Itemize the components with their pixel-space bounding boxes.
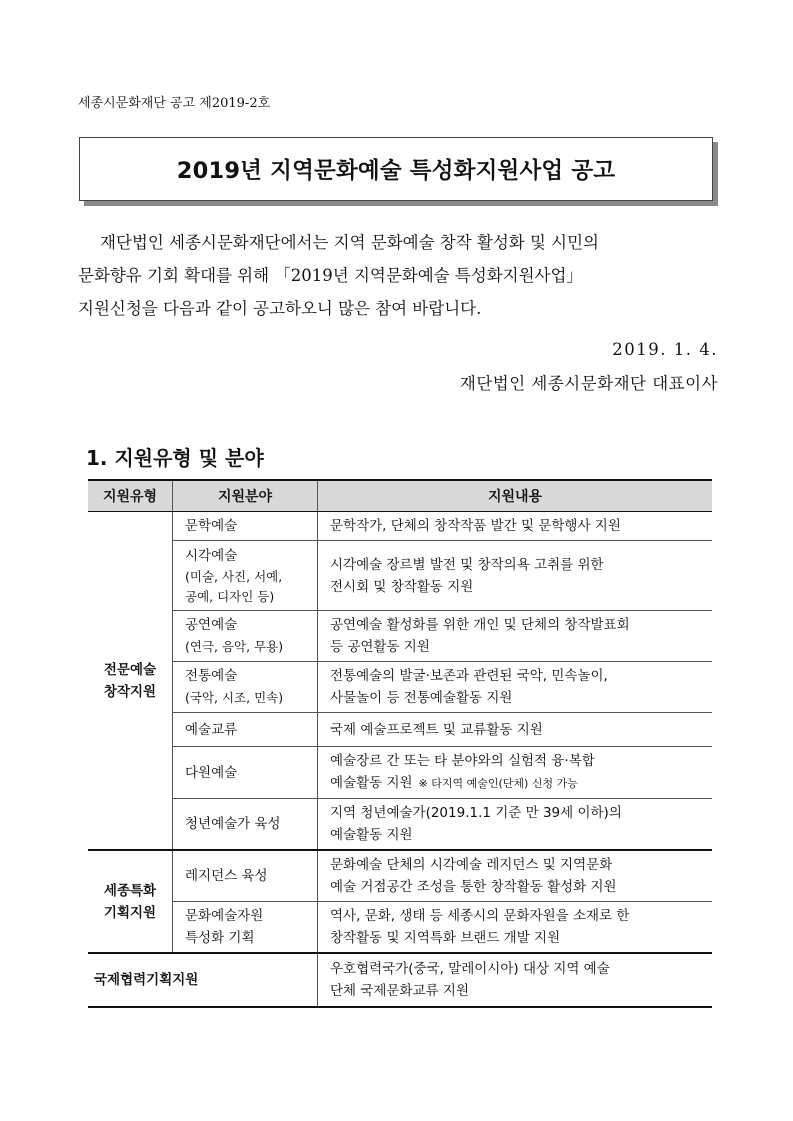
content-cell: 전통예술의 발굴·보존과 관련된 국악, 민속놀이, 사물놀이 등 전통예술활동 지원 xyxy=(318,662,713,713)
intro-paragraph xyxy=(78,226,718,325)
field-cell xyxy=(173,799,318,851)
field-cell xyxy=(173,662,318,713)
notice-date: 2019. 1. 4. xyxy=(612,340,718,359)
group-cell: 전문예술 창작지원 xyxy=(88,512,173,851)
field-label: 전통예술 xyxy=(185,668,238,684)
support-table xyxy=(88,479,712,1008)
signer: 재단법인 세종시문화재단 대표이사 xyxy=(459,374,718,393)
header-type: 지원유형 xyxy=(88,480,173,512)
group-cell: 세종특화 기획지원 xyxy=(88,850,173,953)
table-row xyxy=(88,799,712,851)
table-row xyxy=(88,541,712,611)
content-cell: 공연예술 활성화를 위한 개인 및 단체의 창작발표회 등 공연활동 지원 xyxy=(318,611,713,662)
field-cell xyxy=(173,747,318,799)
field-label: 시각예술 xyxy=(185,547,238,564)
header-field: 지원분야 xyxy=(173,480,318,512)
table-row xyxy=(88,611,712,662)
content-cell: 역사, 문화, 생태 등 세종시의 문화자원을 소재로 한 창작활동 및 지역특화 브랜드 개발 지원 xyxy=(318,902,713,954)
title-box xyxy=(79,137,713,201)
field-sub: (연극, 음악, 무용) xyxy=(185,639,284,654)
table-header-row xyxy=(88,480,712,512)
field-cell xyxy=(173,512,318,541)
content-text: 예술장르 간 또는 타 분야와의 실험적 융·복합 예술활동 지원 xyxy=(330,753,595,791)
field-label: 예술교류 xyxy=(185,721,238,738)
header-content: 지원내용 xyxy=(318,480,713,512)
table-row xyxy=(88,747,712,799)
content-cell: 우호협력국가(중국, 말레이시아) 대상 지역 예술 단체 국제문화교류 지원 xyxy=(318,953,713,1007)
table-row xyxy=(88,713,712,747)
field-label: 공연예술 xyxy=(185,617,238,633)
table-row xyxy=(88,850,712,902)
field-label: 문학예술 xyxy=(185,518,238,534)
content-cell: 문학작가, 단체의 창작작품 발간 및 문학행사 지원 xyxy=(318,512,713,541)
intro-line: 문화향유 기회 확대를 위해 「2019년 지역문화예술 특성화지원사업」 xyxy=(78,266,583,285)
field-cell xyxy=(173,541,318,611)
field-label: 다원예술 xyxy=(185,764,238,781)
content-cell xyxy=(318,747,713,799)
field-cell xyxy=(173,713,318,747)
content-note: ※ 타지역 예술인(단체) 신청 가능 xyxy=(418,777,578,790)
content-cell: 시각예술 장르별 발전 및 창작의욕 고취를 위한 전시회 및 창작활동 지원 xyxy=(318,541,713,611)
group-cell: 국제협력기획지원 xyxy=(88,953,318,1007)
field-cell xyxy=(173,611,318,662)
page-title: 2019년 지역문화예술 특성화지원사업 공고 xyxy=(176,158,616,184)
field-cell xyxy=(173,850,318,902)
notice-number: 세종시문화재단 공고 제2019-2호 xyxy=(78,96,271,111)
intro-line: 재단법인 세종시문화재단에서는 지역 문화예술 창작 활성화 및 시민의 xyxy=(100,233,599,252)
content-cell: 지역 청년예술가(2019.1.1 기준 만 39세 이하)의 예술활동 지원 xyxy=(318,799,713,851)
field-sub: (미술, 사진, 서예, 공예, 디자인 등) xyxy=(185,568,283,604)
field-label: 청년예술가 육성 xyxy=(185,816,281,832)
table-row xyxy=(88,662,712,713)
table-row xyxy=(88,902,712,954)
intro-line: 지원신청을 다음과 같이 공고하오니 많은 참여 바랍니다. xyxy=(78,299,482,318)
table-row xyxy=(88,953,712,1007)
field-sub: (국악, 시조, 민속) xyxy=(185,690,284,705)
content-cell: 국제 예술프로젝트 및 교류활동 지원 xyxy=(318,713,713,747)
field-cell: 문화예술자원 특성화 기획 xyxy=(173,902,318,954)
content-cell: 문화예술 단체의 시각예술 레지던스 및 지역문화 예술 거점공간 조성을 통한 창작활동 활성화 지원 xyxy=(318,850,713,902)
section-title: 1. 지원유형 및 분야 xyxy=(86,446,264,470)
table-row xyxy=(88,512,712,541)
field-label: 레지던스 육성 xyxy=(185,868,268,884)
